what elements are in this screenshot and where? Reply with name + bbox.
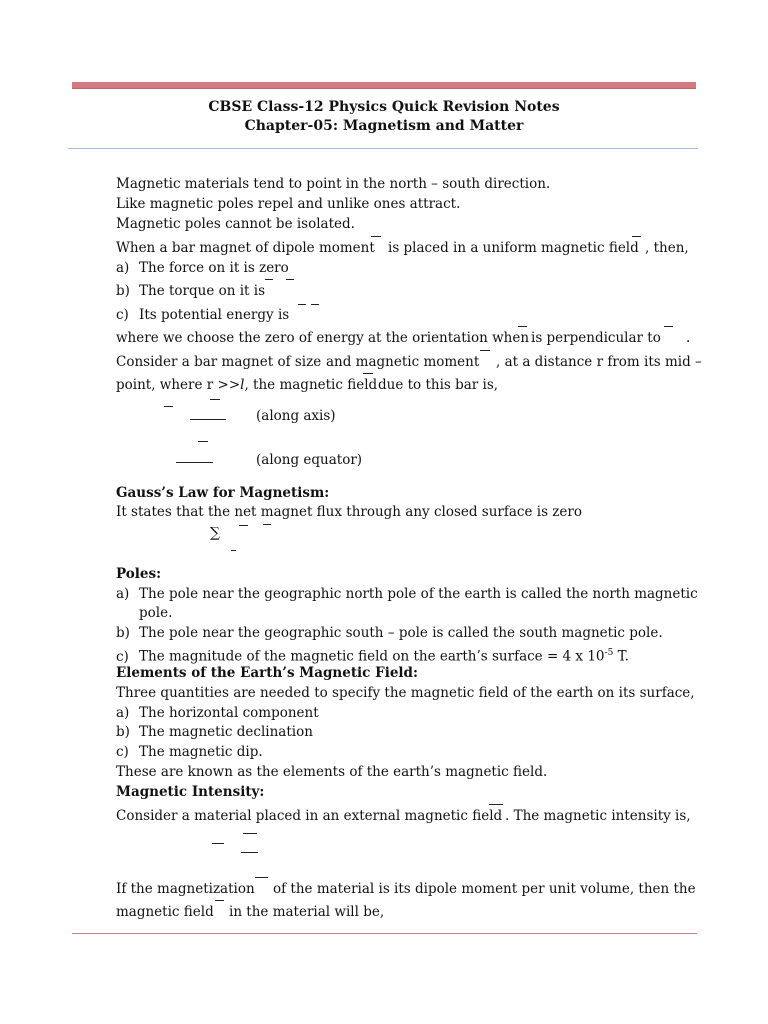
vector-bar — [212, 843, 224, 844]
length-symbol: l — [240, 377, 245, 393]
list-text: The pole near the geographic south – pole is called the south magnetic pole. — [139, 625, 663, 641]
exponent: -5 — [604, 648, 614, 658]
intensity-heading: Magnetic Intensity: — [116, 784, 265, 800]
intensity-text-part-1: Consider a material placed in an external magnetic field — [116, 808, 503, 824]
list-text: The force on it is zero — [139, 260, 289, 276]
poles-heading: Poles: — [116, 566, 162, 582]
point-part-2: , the magnetic field — [244, 377, 378, 393]
poles-item-a — [116, 586, 698, 602]
vector-bar — [518, 326, 527, 327]
bar-magnet-part-1: Consider a bar magnet of size — [116, 354, 322, 370]
summation-symbol: ∑ — [210, 525, 220, 541]
point-line — [116, 377, 377, 393]
vector-bar — [215, 900, 224, 901]
header-divider — [68, 148, 698, 149]
elements-item-a — [116, 705, 319, 721]
zero-energy-part-1: where we choose the zero of energy at the orientation when — [116, 330, 530, 346]
zero-energy-part-2: is perpendicular to — [531, 330, 661, 346]
list-text: The pole near the geographic north pole of the earth is called the north magnetic — [139, 586, 698, 602]
fraction-bar — [176, 462, 213, 463]
vector-bar — [664, 326, 673, 327]
dipole-item-b — [116, 283, 265, 299]
vector-bar — [363, 373, 373, 374]
chapter-title: Chapter-05: Magnetism and Matter — [244, 118, 524, 134]
intro-line-2: Like magnetic poles repel and unlike ones attract. — [116, 196, 461, 212]
list-text: The magnetic declination — [139, 724, 313, 740]
poles-item-a-continuation: pole. — [139, 605, 173, 621]
dipole-sentence-part-3: , then, — [645, 240, 689, 256]
dipole-item-c — [116, 307, 289, 323]
bottom-rule — [72, 933, 697, 934]
list-label: b) — [116, 625, 130, 641]
fraction-bar — [241, 852, 258, 853]
list-text: Its potential energy is — [139, 307, 290, 323]
vector-bar — [371, 236, 381, 237]
vector-bar — [210, 399, 220, 400]
list-label: b) — [116, 724, 130, 740]
vector-bar — [164, 406, 173, 407]
elements-item-c — [116, 744, 263, 760]
field-part-2: in the material will be, — [229, 904, 385, 920]
poles-item-c — [116, 645, 629, 665]
fraction-bar — [190, 419, 226, 420]
point-part-3: due to this bar is, — [378, 377, 499, 393]
intro-line-3: Magnetic poles cannot be isolated. — [116, 216, 355, 232]
list-text: The torque on it is — [139, 283, 265, 299]
vector-bar — [480, 350, 490, 351]
vector-bar — [265, 279, 273, 280]
list-label: a) — [116, 586, 130, 602]
vector-bar — [239, 525, 248, 526]
gauss-text: It states that the net magnet flux through any closed surface is zero — [116, 504, 582, 520]
elements-text: Three quantities are needed to specify the magnetic field of the earth on its surface, — [116, 685, 695, 701]
list-text: The horizontal component — [139, 705, 319, 721]
list-text-tail: T. — [613, 648, 629, 665]
elements-item-b — [116, 724, 313, 740]
poles-item-b — [116, 625, 663, 641]
bar-magnet-part-2: and magnetic moment — [326, 354, 480, 370]
elements-footer: These are known as the elements of the earth’s magnetic field. — [116, 764, 548, 780]
list-label: a) — [116, 705, 130, 721]
fraction-bar — [231, 550, 236, 551]
top-rule — [72, 82, 696, 89]
list-label: a) — [116, 260, 130, 276]
list-text: The magnitude of the magnetic field on the earth’s surface = 4 x 10 — [139, 648, 605, 665]
list-label: c) — [116, 744, 129, 760]
along-axis-label: (along axis) — [256, 408, 336, 424]
vector-bar — [311, 304, 319, 305]
vector-bar — [298, 304, 306, 305]
list-label: c) — [116, 648, 129, 665]
vector-bar — [255, 877, 268, 878]
list-label: c) — [116, 307, 129, 323]
vector-bar — [489, 804, 503, 805]
along-equator-label: (along equator) — [256, 452, 363, 468]
dipole-sentence-part-1: When a bar magnet of dipole moment — [116, 240, 375, 256]
zero-energy-part-3: . — [686, 330, 691, 346]
elements-heading: Elements of the Earth’s Magnetic Field: — [116, 665, 418, 681]
point-part-1: point, where r >> — [116, 377, 241, 393]
document-title: CBSE Class-12 Physics Quick Revision Notes — [208, 99, 560, 115]
vector-bar — [632, 236, 641, 237]
bar-magnet-part-3: , at a distance r from its mid – — [496, 354, 702, 370]
field-part-1: magnetic field — [116, 904, 214, 920]
list-label: b) — [116, 283, 130, 299]
intro-line-1: Magnetic materials tend to point in the north – south direction. — [116, 176, 551, 192]
vector-bar — [198, 441, 208, 442]
dipole-sentence-part-2: is placed in a uniform magnetic field — [388, 240, 639, 256]
gauss-heading: Gauss’s Law for Magnetism: — [116, 485, 330, 501]
magnetization-part-2: of the material is its dipole moment per unit volume, then the — [273, 881, 696, 897]
list-text: The magnetic dip. — [139, 744, 263, 760]
intensity-text-part-2: . The magnetic intensity is, — [505, 808, 691, 824]
vector-bar — [286, 279, 294, 280]
dipole-item-a — [116, 260, 289, 276]
vector-bar — [243, 833, 257, 834]
vector-bar — [263, 524, 271, 525]
magnetization-part-1: If the magnetization — [116, 881, 255, 897]
